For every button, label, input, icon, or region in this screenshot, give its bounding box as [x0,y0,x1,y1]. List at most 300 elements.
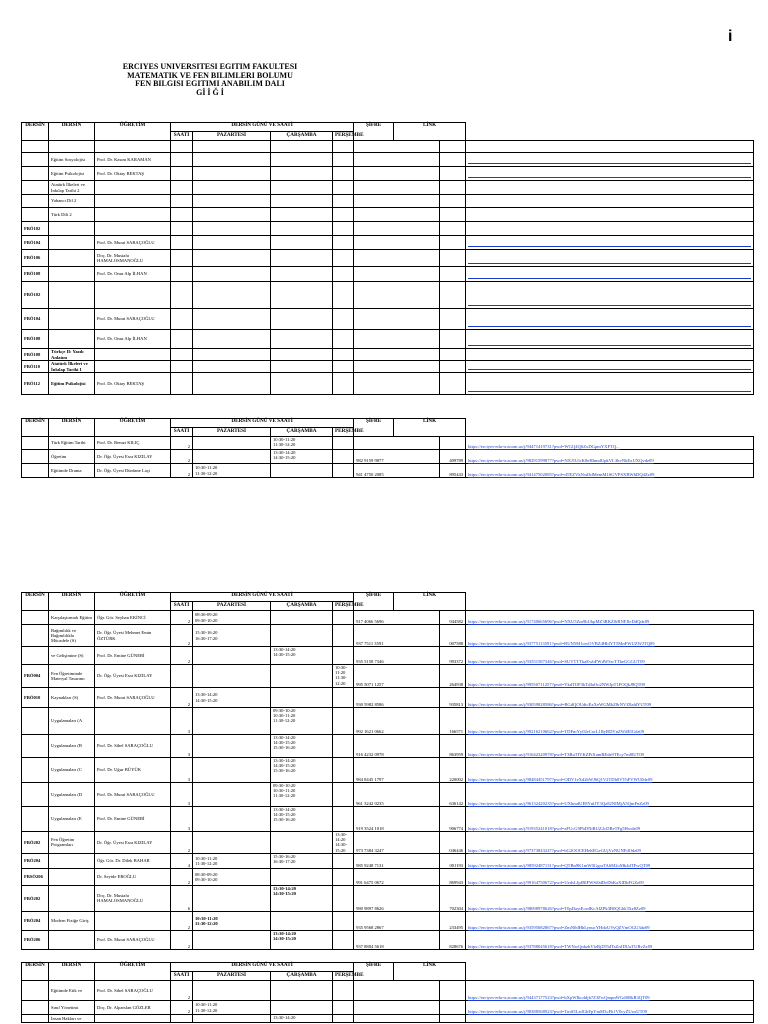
zoom-link-cell [466,267,754,282]
course-code: FBÖ010 [22,688,49,708]
meeting-id [354,250,440,267]
table-row [22,236,754,250]
meeting-id: 995 5071 1257 [354,665,440,688]
wednesday-time [271,832,333,854]
table-row [22,181,754,195]
wednesday-time [271,464,333,478]
zoom-link-cell [466,373,754,395]
course-hours: 3 [171,758,193,783]
column-header-password: ŞİFRE [354,963,394,981]
course-name: Türk Eğitim Tarihi [49,437,95,450]
column-header-monday: PAZARTESİ [193,972,271,981]
thursday-time [333,930,354,949]
course-name [49,141,95,153]
meeting-password [440,981,466,1001]
schedule-table-1 [21,122,754,395]
zoom-link[interactable]: https://erciyes-edu-tr.zoom.us/j/91935241018?pwd=aFUcG9PbDNiRUZ2cDBeTFg5Hwdz09 [468,825,641,831]
zoom-link[interactable]: https://erciyes-edu-tr.zoom.us/j/93551587346?pwd=SUVTTTkaEwbFWdWSwTTbeGGGUT09 [468,658,645,664]
table-row [22,981,754,1001]
column-header-thursday: PERŞEMBE [333,602,354,611]
meeting-password: 906774 [440,807,466,832]
zoom-link-cell [466,236,754,250]
instructor: Prof. Dr. Murat SARAÇOĞLU [95,236,171,250]
zoom-link[interactable]: https://erciyes-edu-tr.zoom.us/j/98388568923?pwd=TmS5LzdGbFpYmM3cFh1V0cyZUoxUT09 [468,1008,648,1014]
course-hours [171,349,193,361]
monday-time: 10:30-11:20 11:30-12:20 [193,911,271,930]
table-row [22,688,754,708]
column-header-link: LİNK [394,963,466,981]
instructor: Dr. Seyide EROĞLU [95,868,171,885]
instructor [95,708,171,735]
course-hours [171,222,193,236]
table-row [22,868,754,885]
thursday-time [333,195,354,208]
column-header-teacher: ÖĞRETİM [95,123,171,141]
zoom-link-cell [466,853,754,868]
course-hours: 3 [171,708,193,735]
column-header-schedule: DERSİN GÜNÜ VE SAATİ [171,963,354,972]
course-hours: 2 [171,464,193,478]
column-header-code: DERSİN [22,593,49,611]
zoom-link-cell [466,758,754,783]
instructor: Öğr. Gör. Seyhan EKİNCİ [95,611,171,625]
meeting-id [354,167,440,181]
course-code [22,450,49,464]
course-code: FBÖ102 [22,282,49,309]
thursday-time: 13:30-14:20 14:30-15:20 [333,832,354,854]
meeting-password: 001193 [440,853,466,868]
meeting-id: 935 5158 7346 [354,647,440,665]
course-code: FBÖ108 [22,267,49,282]
wednesday-time [271,167,333,181]
meeting-id [354,181,440,195]
zoom-link[interactable]: https://erciyes-edu-tr.zoom.us/j/94147502085?pwd=dTEZVkNsd3dMemM1SGVPSXBWbDQ4Zz09 [468,471,655,477]
course-code [22,735,49,758]
column-header-password: ŞİFRE [354,123,394,141]
monday-time [193,361,271,373]
thursday-time [333,167,354,181]
zoom-link[interactable]: https://erciyes-edu-tr.zoom.us/j/96132420235?pwd=UXhmdUE8YnlJY3Qz82NIMjA5QmFnZz09 [468,800,649,806]
course-code [22,208,49,222]
course-name: Fen Öğretiminde Materyal Tasarımı [49,665,95,688]
thursday-time [333,647,354,665]
table-row [22,167,754,181]
wednesday-time [271,250,333,267]
monday-time: 13:30-14:20 14:30-15:20 [193,688,271,708]
zoom-link[interactable]: https://erciyes-edu-tr.zoom.us/j/98592487131?pwd=QTBn9K1mW0GgraTA6M2oMk4dTFwQT09 [468,862,651,868]
monday-time: 10:30-11:20 11:30-12:20 [193,853,271,868]
meeting-password [440,181,466,195]
instructor: Doç. Dr. Mustafa HAMALOSMANOĞLU [95,250,171,267]
monday-time [193,349,271,361]
course-name [49,930,95,949]
instructor [95,282,171,309]
course-name: Atatürk İlkeleri ve İnkılap Tarihi 2 [49,181,95,195]
table-row [22,373,754,395]
wednesday-time [271,222,333,236]
course-code [22,437,49,450]
table-row [22,361,754,373]
table-row [22,665,754,688]
zoom-link-cell [466,688,754,708]
meeting-id [354,361,440,373]
column-header-monday: PAZARTESİ [193,428,271,437]
course-name: Türk Dili 2 [49,208,95,222]
zoom-link[interactable]: https://erciyes-edu-tr.zoom.us/j/99216210662?pwd=TDFmYy02eCorL1RyRDVnZWdEIGdz09 [468,728,645,734]
meeting-password: 895443 [440,464,466,478]
zoom-link-placeholder [468,163,751,164]
course-name: Eğitim Sosyolojisi [49,153,95,167]
course-name: ve Gelişimine (S) [49,647,95,665]
course-name [49,282,95,309]
course-hours [171,141,193,153]
instructor: Prof. Dr. Murat SARAÇOĞLU [95,688,171,708]
zoom-link-cell [466,464,754,478]
meeting-password [440,1001,466,1015]
thursday-time [333,911,354,930]
course-hours [171,361,193,373]
monday-time [193,181,271,195]
instructor: Prof. Dr. Emine GÜNERİ [95,647,171,665]
course-hours [171,373,193,395]
table-row [22,783,754,807]
table-row [22,208,754,222]
meeting-id [354,309,440,330]
meeting-password [440,141,466,153]
thursday-time [333,181,354,195]
meeting-id: 916 4232 0978 [354,735,440,758]
zoom-link-cell [466,153,754,167]
table-row [22,807,754,832]
wednesday-time: 13:30-14:20 14:30-15:20 15:30-16:20 [271,735,333,758]
thursday-time [333,853,354,868]
zoom-link-placeholder [468,278,751,279]
course-code: FBÖ204 [22,853,49,868]
column-header-course: DERSİN [49,593,95,611]
monday-time [193,735,271,758]
zoom-link[interactable]: https://erciyes-edu-tr.zoom.us/j/91740665696?pwd=NXU5Zm9hUkpMZ3RKZ0tRNFJleDdQdz09 [468,618,650,624]
monday-time [193,1015,271,1023]
instructor: Doç. Dr. Alparslan GÖZLER [95,1001,171,1015]
meeting-id [354,236,440,250]
zoom-link-placeholder [468,369,751,370]
thursday-time [333,1015,354,1023]
column-header-teacher: ÖĞRETİM [95,419,171,437]
course-hours: 2 [171,911,193,930]
instructor: Prof. Dr. Sibel SARAÇOĞLU [95,981,171,1001]
course-name: Uygulamaları (A [49,708,95,735]
wednesday-time [271,309,333,330]
division-title: FEN BILGISI EGITIMI ANABILIM DALI [135,79,285,88]
column-header-code: DERSİN [22,123,49,141]
wednesday-time: 13:30-14:20 14:30-15:20 [271,885,333,911]
zoom-link-cell [466,1015,754,1023]
zoom-link-placeholder [468,326,751,327]
course-name: Eğitim Psikolojisi [49,167,95,181]
document-header [100,63,320,97]
meeting-id: 982 9159 9877 [354,450,440,464]
monday-time [193,783,271,807]
course-name: Karşılaştırmalı Eğitim [49,611,95,625]
table-row [22,611,754,625]
zoom-link-cell [466,885,754,911]
course-hours [171,153,193,167]
course-code: FBÖ102 [22,222,49,236]
wednesday-time [271,282,333,309]
course-hours: 6 [171,885,193,911]
course-code [22,1001,49,1015]
wednesday-time [271,236,333,250]
course-hours [171,330,193,349]
zoom-link-cell [466,625,754,647]
wednesday-time: 13:30-14:20 14:30-15:20 15:30-16:20 [271,758,333,783]
course-hours [171,1015,193,1023]
course-hours: 3 [171,783,193,807]
course-name: Uygulamaları (B [49,735,95,758]
monday-time [193,267,271,282]
column-header-thursday: PERŞEMBE [333,428,354,437]
zoom-link-cell [466,911,754,930]
meeting-password: 869943 [440,868,466,885]
course-code [22,647,49,665]
meeting-id: 941 4750 2085 [354,464,440,478]
zoom-link[interactable]: https://erciyes-edu-tr.zoom.us/j/93775113591?pwd=RUN5M1owOVBZ4HhlYT5MnFWUZWJTQ09 [468,640,655,646]
zoom-link-placeholder [468,246,751,247]
thursday-time [333,625,354,647]
zoom-link-placeholder [468,391,751,392]
table-row [22,349,754,361]
course-name: Uygulamaları (E [49,807,95,832]
column-header-wednesday: ÇARŞAMBA [271,972,333,981]
meeting-id [354,437,440,450]
instructor [95,222,171,236]
course-code: FBÖ202 [22,885,49,911]
zoom-link[interactable]: https://erciyes-edu-tr.zoom.us/j/94471419731?pwd=WGQ4Q6ZxDGpmYXFTQ... [468,443,620,449]
zoom-link[interactable]: https://erciyes-edu-tr.zoom.us/j/99550711257?pwd=VkdTOF3kTdIaOo2NWJpT1FOQkJ8QT09 [468,681,645,687]
wednesday-time [271,665,333,688]
monday-time [193,437,271,450]
thursday-time [333,464,354,478]
column-header-code: DERSİN [22,419,49,437]
course-name: Uygulamaları (C [49,758,95,783]
course-name: Yabancı Dil 2 [49,195,95,208]
instructor [95,208,171,222]
zoom-link[interactable]: https://erciyes-edu-tr.zoom.us/j/98291599877?pwd=NXJ1UlcK8eHhmdUpkVL3hvNkExUXQvdz09 [468,457,654,463]
monday-time [193,665,271,688]
table-row [22,758,754,783]
zoom-link-cell [466,981,754,1001]
thursday-time [333,309,354,330]
zoom-link-cell [466,309,754,330]
wednesday-time [271,153,333,167]
course-name [49,309,95,330]
course-name: Türkçe II: Yazılı Anlatım [49,349,95,361]
meeting-password [440,361,466,373]
header-row [22,963,754,972]
course-code [22,807,49,832]
course-name: Modern Fiziğe Giriş [49,911,95,930]
meeting-password [440,373,466,395]
table-row [22,195,754,208]
instructor: Prof. Dr. Oktay BEKTAŞ [95,167,171,181]
instructor: Prof. Dr. Onur Alp İLHAN [95,267,171,282]
zoom-link[interactable]: https://erciyes-edu-tr.zoom.us/j/99164750672?pwd=UzdsLJpIRlFWSi0dDeDhKaXlDbFGZz09 [468,879,644,885]
meeting-password [440,267,466,282]
zoom-link-cell [466,611,754,625]
course-code [22,783,49,807]
instructor: Dr. Öğr. Üyesi Esra KIZILAY [95,665,171,688]
zoom-link[interactable]: https://erciyes-edu-tr.zoom.us/j/94437177523?pwd=bXpWIko4djh7Z3FwQmpnWGdSRkR3QT09 [468,994,650,1000]
column-header-code: DERSİN [22,963,49,981]
zoom-link-cell [466,349,754,361]
meeting-id [354,267,440,282]
zoom-link-cell [466,141,754,153]
table-row [22,708,754,735]
meeting-password: 046446 [440,832,466,854]
schedule-table-4 [21,962,754,1023]
course-code [22,758,49,783]
column-header-hours: SAATİ [171,602,193,611]
course-hours [171,250,193,267]
course-name: Eğitimde Drama [49,464,95,478]
instructor: Öğr. Gör. Dr. Dilek BAHAR [95,853,171,868]
instructor: Prof. Dr. Sibel SARAÇOĞLU [95,735,171,758]
instructor: Prof. Dr. Murat SARAÇOĞLU [95,930,171,949]
thursday-time [333,267,354,282]
wednesday-time: 13:30-14:20 [271,1015,333,1023]
wednesday-time [271,868,333,885]
wednesday-time: 13:30-14:20 14:30-15:20 [271,450,333,464]
wednesday-time [271,373,333,395]
column-header-thursday: PERŞEMBE [333,972,354,981]
column-header-teacher: ÖĞRETİM [95,593,171,611]
course-code [22,181,49,195]
instructor [95,361,171,373]
meeting-id: 992 1621 0662 [354,708,440,735]
meeting-password: 409789 [440,450,466,464]
course-name [49,885,95,911]
wednesday-time [271,688,333,708]
instructor: Prof. Dr. Oktay BEKTAŞ [95,373,171,395]
zoom-link-cell [466,807,754,832]
meeting-password: 220002 [440,758,466,783]
wednesday-time [271,195,333,208]
zoom-link[interactable]: https://erciyes-edu-tr.zoom.us/j/93595682867?pwd=ZmN0dHhLynucYHdoUVyQZVmOGU3dz09 [468,924,650,930]
course-code [22,1015,49,1023]
thursday-time [333,222,354,236]
thursday-time [333,153,354,167]
course-code: FBÖ106 [22,250,49,267]
course-name: Öğretim [49,450,95,464]
meeting-id: 937 7511 3591 [354,625,440,647]
course-hours: 2 [171,930,193,949]
zoom-link-cell [466,437,754,450]
monday-time [193,141,271,153]
zoom-link[interactable]: https://erciyes-edu-tr.zoom.us/j/97373843247?pwd=bG2OOCEHehEGeGUjVzNUNFdOdz09 [468,847,641,853]
table-row [22,853,754,868]
meeting-password: 944582 [440,611,466,625]
thursday-time [333,349,354,361]
monday-time [193,832,271,854]
table-row [22,141,754,153]
course-code: FBÖ110 [22,361,49,373]
thursday-time [333,208,354,222]
thursday-time [333,758,354,783]
meeting-password: 935813 [440,688,466,708]
course-name [49,250,95,267]
meeting-password: 007588 [440,625,466,647]
zoom-link[interactable]: https://erciyes-edu-tr.zoom.us/j/98484451797?pwd=ODV1eXd2bWJ6Q1V2TDh0VThFVWU0dz09 [468,776,653,782]
course-hours: 2 [171,647,193,665]
instructor: Prof. Dr. Remzi KILIÇ [95,437,171,450]
column-header-schedule: DERSİN GÜNÜ VE SAATİ [171,419,354,428]
monday-time: 10:30-11:20 11:30-12:20 [193,1001,271,1015]
column-header-link: LİNK [394,419,466,437]
table-row [22,222,754,236]
course-name: Sınıf Yönetimi [49,1001,95,1015]
course-hours [171,267,193,282]
thursday-time [333,1001,354,1015]
monday-time [193,222,271,236]
course-hours [171,208,193,222]
table-row [22,267,754,282]
meeting-password: 993372 [440,647,466,665]
wednesday-time [271,1001,333,1015]
table-row [22,885,754,911]
header-subtitle: Gİ İ Ğ İ [196,87,224,97]
wednesday-time [271,911,333,930]
meeting-id: 917 4066 5696 [354,611,440,625]
zoom-link[interactable]: https://erciyes-edu-tr.zoom.us/j/93788045618?pwd=TWNwQnkzbVlzRjDTbITsZnJDUuTURvZz09 [468,943,653,949]
meeting-password: 166571 [440,708,466,735]
instructor: Dr. Öğr. Üyesi Esra KIZILAY [95,832,171,854]
column-header-thursday: PERŞEMBE [333,132,354,141]
table-row [22,309,754,330]
table-row [22,153,754,167]
meeting-password [440,195,466,208]
meeting-id: 937 8804 5618 [354,930,440,949]
column-header-wednesday: ÇARŞAMBA [271,428,333,437]
wednesday-time [271,361,333,373]
column-header-course: DERSİN [49,963,95,981]
thursday-time [333,885,354,911]
course-hours [171,167,193,181]
course-name [49,330,95,349]
zoom-link-cell [466,250,754,267]
course-name: Fen Öğretim Programları [49,832,95,854]
course-code [22,195,49,208]
thursday-time: 10:30-11:20 11:30-12:20 [333,665,354,688]
zoom-link[interactable]: https://erciyes-edu-tr.zoom.us/j/93059828586?pwd=RGdQOUdtcExXeWGMkZ8rNVZ8aldYUT09 [468,701,652,707]
wednesday-time [271,330,333,349]
zoom-link-placeholder [468,345,751,346]
thursday-time [333,236,354,250]
zoom-link[interactable]: https://erciyes-edu-tr.zoom.us/j/91642320978?pwd=T3BuTIVKZFtXamREdz9TEcy7m8lUT09 [468,751,644,757]
monday-time [193,450,271,464]
university-title: ERCIYES UNIVERSITESI EGITIM FAKULTESI [122,62,298,71]
instructor [95,911,171,930]
zoom-link[interactable]: https://erciyes-edu-tr.zoom.us/j/98098978626?pwd=T0pDaytEczdKcAIZPk3B0QGhkTkz8Zz09 [468,905,646,911]
thursday-time [333,450,354,464]
monday-time [193,195,271,208]
zoom-link-cell [466,832,754,854]
course-code [22,981,49,1001]
table-row [22,1001,754,1015]
meeting-password: 636142 [440,783,466,807]
column-header-hours: SAATİ [171,972,193,981]
meeting-id: 980 9897 8626 [354,885,440,911]
meeting-password [440,222,466,236]
